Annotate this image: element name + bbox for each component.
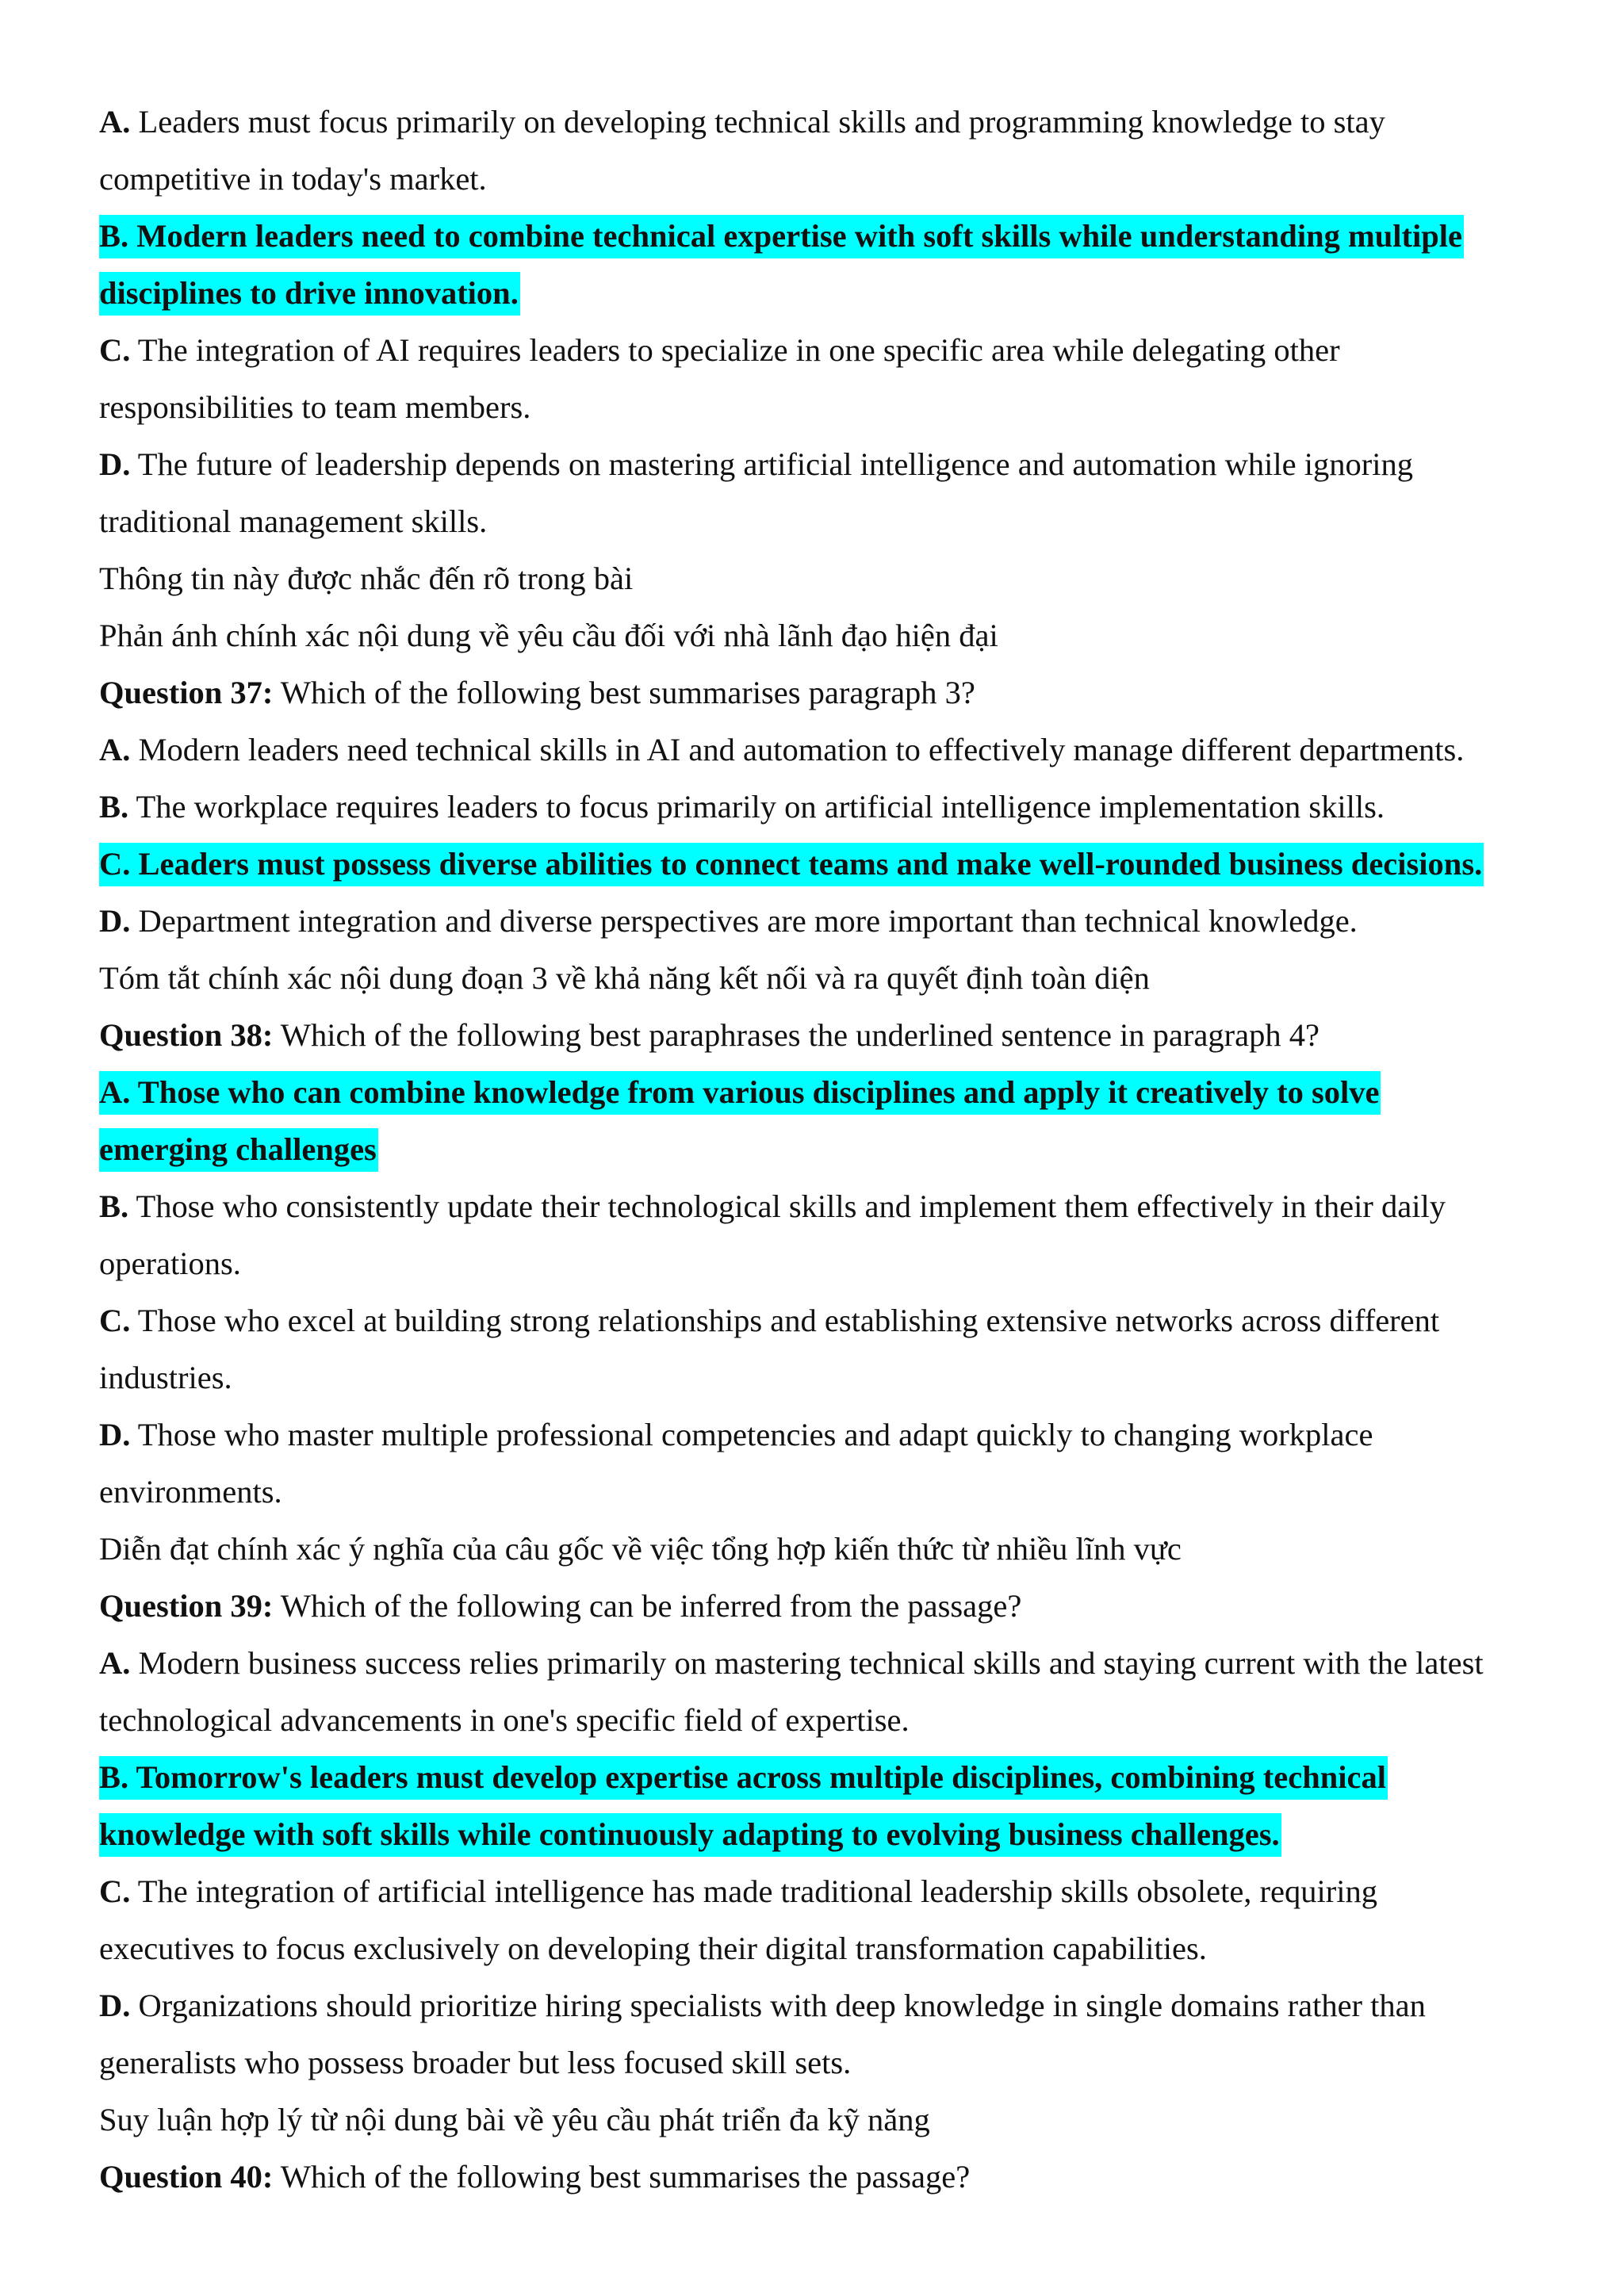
option-text: environments. [99,1474,282,1510]
q38-option-a-correct [99,1064,1542,1121]
q36-option-a [99,94,1542,151]
q39-option-b-correct [99,1749,1542,1806]
option-letter: B. [99,1188,129,1224]
option-letter: D. [99,903,131,939]
question-label: Question 37: [99,675,274,710]
highlighted-answer: B. Modern leaders need to combine technical expertise with soft skills while understanding multiple [99,215,1464,258]
question-label: Question 39: [99,1588,274,1624]
option-text: The integration of artificial intelligence has made traditional leadership skills obsolete, requiring [130,1873,1378,1909]
option-letter: C. [99,332,131,368]
option-text: responsibilities to team members. [99,389,531,425]
option-letter: D. [99,446,131,482]
question-40 [99,2149,1542,2206]
option-text: generalists who possess broader but less focused skill sets. [99,2045,852,2080]
q37-option-d [99,893,1542,950]
question-text: Which of the following best paraphrases the underlined sentence in paragraph 4? [273,1017,1320,1053]
q39-explanation: Suy luận hợp lý từ nội dung bài về yêu cầu phát triển đa kỹ năng [99,2102,930,2137]
option-letter: C. [99,1303,131,1338]
q38-option-d [99,1406,1542,1464]
q38-option-c-cont [99,1349,1542,1406]
q36-option-b-correct-cont [99,265,1542,322]
question-37 [99,664,1542,721]
question-38 [99,1007,1542,1064]
q38-explanation: Diễn đạt chính xác ý nghĩa của câu gốc về việc tổng hợp kiến thức từ nhiều lĩnh vực [99,1531,1182,1567]
q36-option-a-cont [99,151,1542,208]
option-text: Leaders must focus primarily on developing technical skills and programming knowledge to stay [130,104,1385,140]
q36-option-d-cont [99,493,1542,550]
q36-option-c-cont [99,379,1542,436]
option-letter: D. [99,1988,131,2023]
highlighted-answer: knowledge with soft skills while continuously adapting to evolving business challenges. [99,1813,1281,1857]
option-text: traditional management skills. [99,503,488,539]
q39-option-c [99,1863,1542,1920]
option-text: industries. [99,1360,232,1395]
q36-option-d [99,436,1542,493]
question-text: Which of the following can be inferred from the passage? [273,1588,1022,1624]
option-text: competitive in today's market. [99,161,487,197]
option-text: executives to focus exclusively on developing their digital transformation capabilities. [99,1931,1207,1966]
option-text: The workplace requires leaders to focus primarily on artificial intelligence implementation skills. [128,789,1385,825]
highlighted-answer: B. Tomorrow's leaders must develop expertise across multiple disciplines, combining technical [99,1756,1388,1800]
q36-option-b-correct [99,208,1542,265]
document-page [99,94,1542,2206]
q39-option-a-cont [99,1692,1542,1749]
option-letter: A. [99,1645,131,1681]
q39-option-d [99,1977,1542,2034]
highlighted-answer: emerging challenges [99,1128,378,1172]
option-text: The integration of AI requires leaders to specialize in one specific area while delegating other [130,332,1340,368]
q39-option-c-cont [99,1920,1542,1977]
option-text: Those who excel at building strong relationships and establishing extensive networks across different [130,1303,1440,1338]
option-text: Modern leaders need technical skills in AI and automation to effectively manage different departments. [130,732,1465,767]
q39-option-a [99,1635,1542,1692]
q36-explanation-2: Phản ánh chính xác nội dung về yêu cầu đối với nhà lãnh đạo hiện đại [99,618,998,653]
option-text: technological advancements in one's specific field of expertise. [99,1702,910,1738]
q38-option-a-correct-cont [99,1121,1542,1178]
option-text: Those who consistently update their technological skills and implement them effectively in their daily [128,1188,1446,1224]
question-39 [99,1578,1542,1635]
option-letter: B. [99,789,129,825]
question-label: Question 38: [99,1017,274,1053]
q38-option-b-cont [99,1235,1542,1292]
q36-option-c [99,322,1542,379]
option-text: Department integration and diverse perspectives are more important than technical knowledge. [130,903,1358,939]
highlighted-answer: A. Those who can combine knowledge from various disciplines and apply it creatively to solve [99,1071,1381,1115]
option-text: operations. [99,1246,241,1281]
option-letter: D. [99,1417,131,1452]
q38-option-c [99,1292,1542,1349]
option-letter: A. [99,104,131,140]
q39-option-d-cont [99,2034,1542,2091]
q39-option-b-correct-cont [99,1806,1542,1863]
option-text: Organizations should prioritize hiring specialists with deep knowledge in single domains rather than [130,1988,1426,2023]
q37-explanation: Tóm tắt chính xác nội dung đoạn 3 về khả năng kết nối và ra quyết định toàn diện [99,960,1150,996]
option-text: Modern business success relies primarily on mastering technical skills and staying current with the latest [130,1645,1484,1681]
highlighted-answer: C. Leaders must possess diverse abilities to connect teams and make well-rounded business decisions. [99,843,1484,886]
option-text: Those who master multiple professional competencies and adapt quickly to changing workplace [130,1417,1373,1452]
q37-option-b [99,779,1542,836]
q37-option-c-correct [99,836,1542,893]
highlighted-answer: disciplines to drive innovation. [99,272,520,316]
option-text: The future of leadership depends on mastering artificial intelligence and automation while ignoring [130,446,1414,482]
q37-option-a [99,721,1542,779]
question-text: Which of the following best summarises the passage? [273,2159,971,2195]
q36-explanation-1: Thông tin này được nhắc đến rõ trong bài [99,561,634,596]
q38-option-d-cont [99,1464,1542,1521]
option-letter: A. [99,732,131,767]
question-text: Which of the following best summarises paragraph 3? [273,675,975,710]
q38-option-b [99,1178,1542,1235]
option-letter: C. [99,1873,131,1909]
question-label: Question 40: [99,2159,274,2195]
